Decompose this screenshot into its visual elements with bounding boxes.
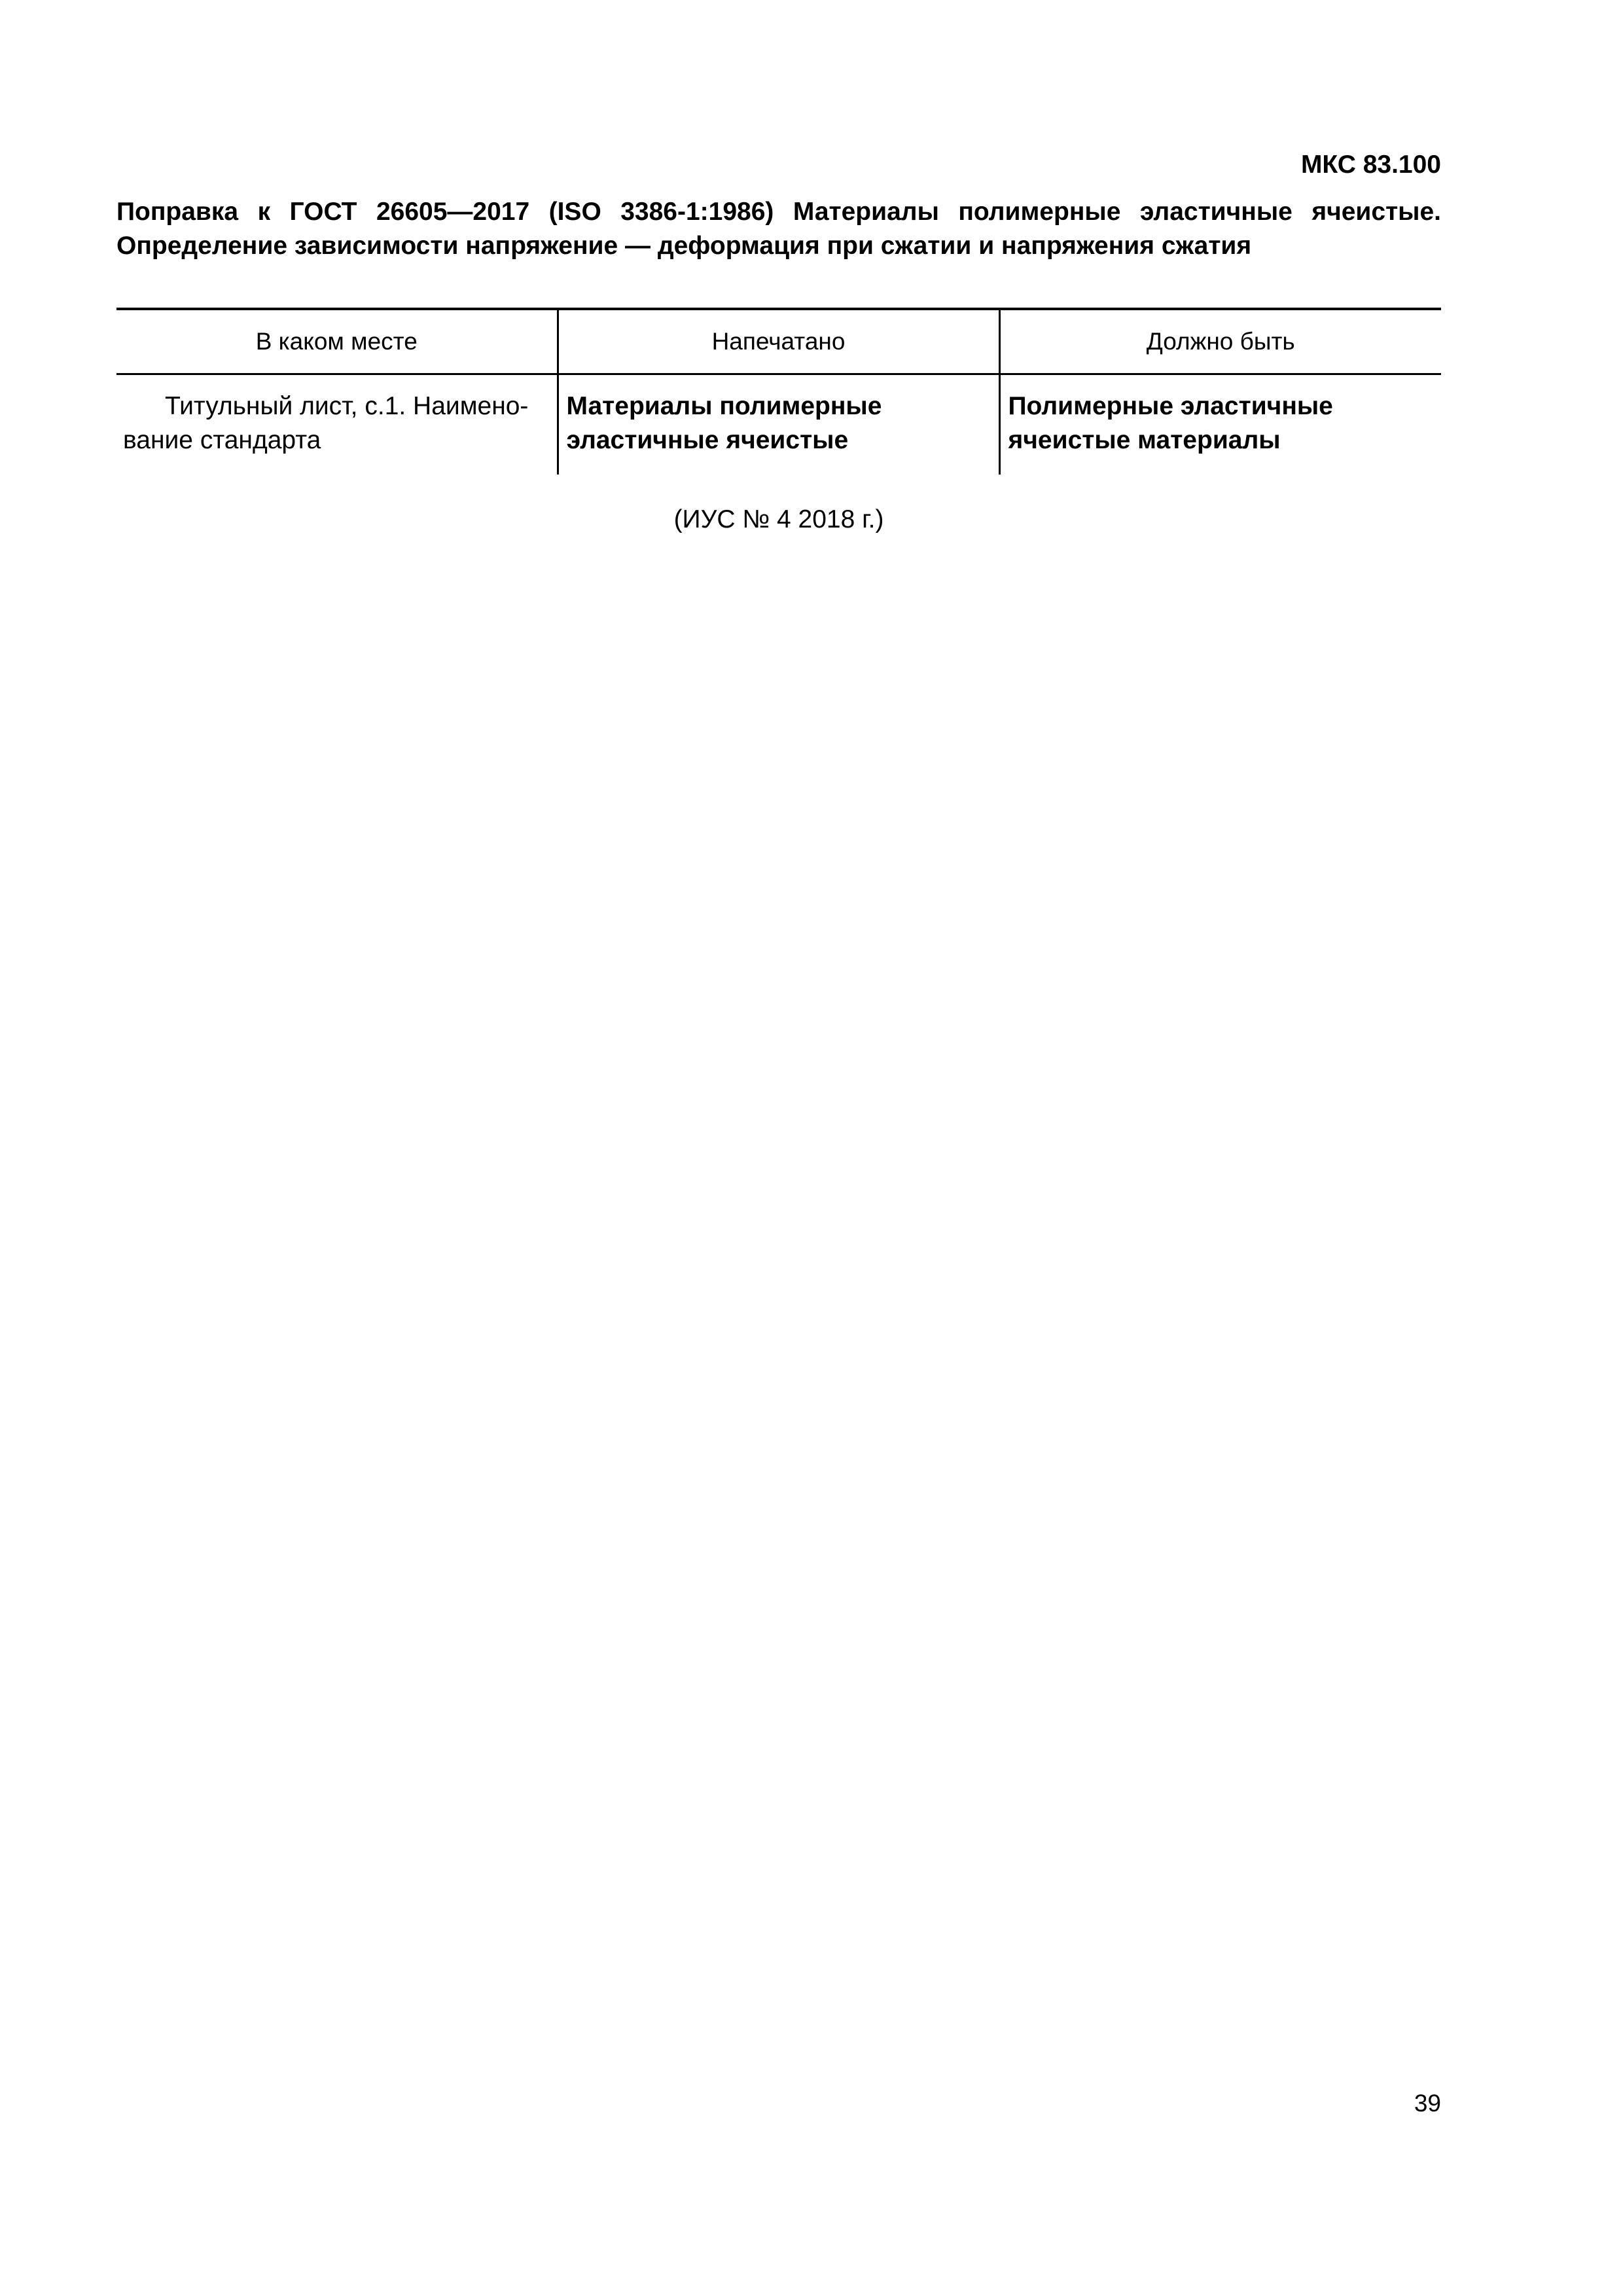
cell-printed: Материалы полимерные эластичные ячеистые [558, 374, 999, 475]
classification-code: МКС 83.100 [1300, 151, 1441, 179]
header-place: В каком месте [116, 309, 558, 374]
title-line-1: Поправка к ГОСТ 26605—2017 (ISO 3386-1:1986) Материалы полимерные эластичные ячеистые. [116, 198, 1441, 226]
source-reference: (ИУС № 4 2018 г.) [673, 505, 884, 533]
header-should-be: Должно быть [999, 309, 1441, 374]
cell-should-be: Полимерные эластичные ячеистые материалы [999, 374, 1441, 475]
title-line-2: Определение зависимости напряжение — деформация при сжатии и напряжения сжатия [116, 232, 1252, 260]
cell-place: Титульный лист, с.1. Наимено-вание стандарта [123, 392, 529, 454]
correction-table [116, 308, 1441, 475]
document-title [116, 195, 1441, 263]
table-header-row [116, 309, 1441, 374]
table-row [116, 374, 1441, 475]
page-number: 39 [1414, 2090, 1441, 2117]
header-printed: Напечатано [558, 309, 999, 374]
